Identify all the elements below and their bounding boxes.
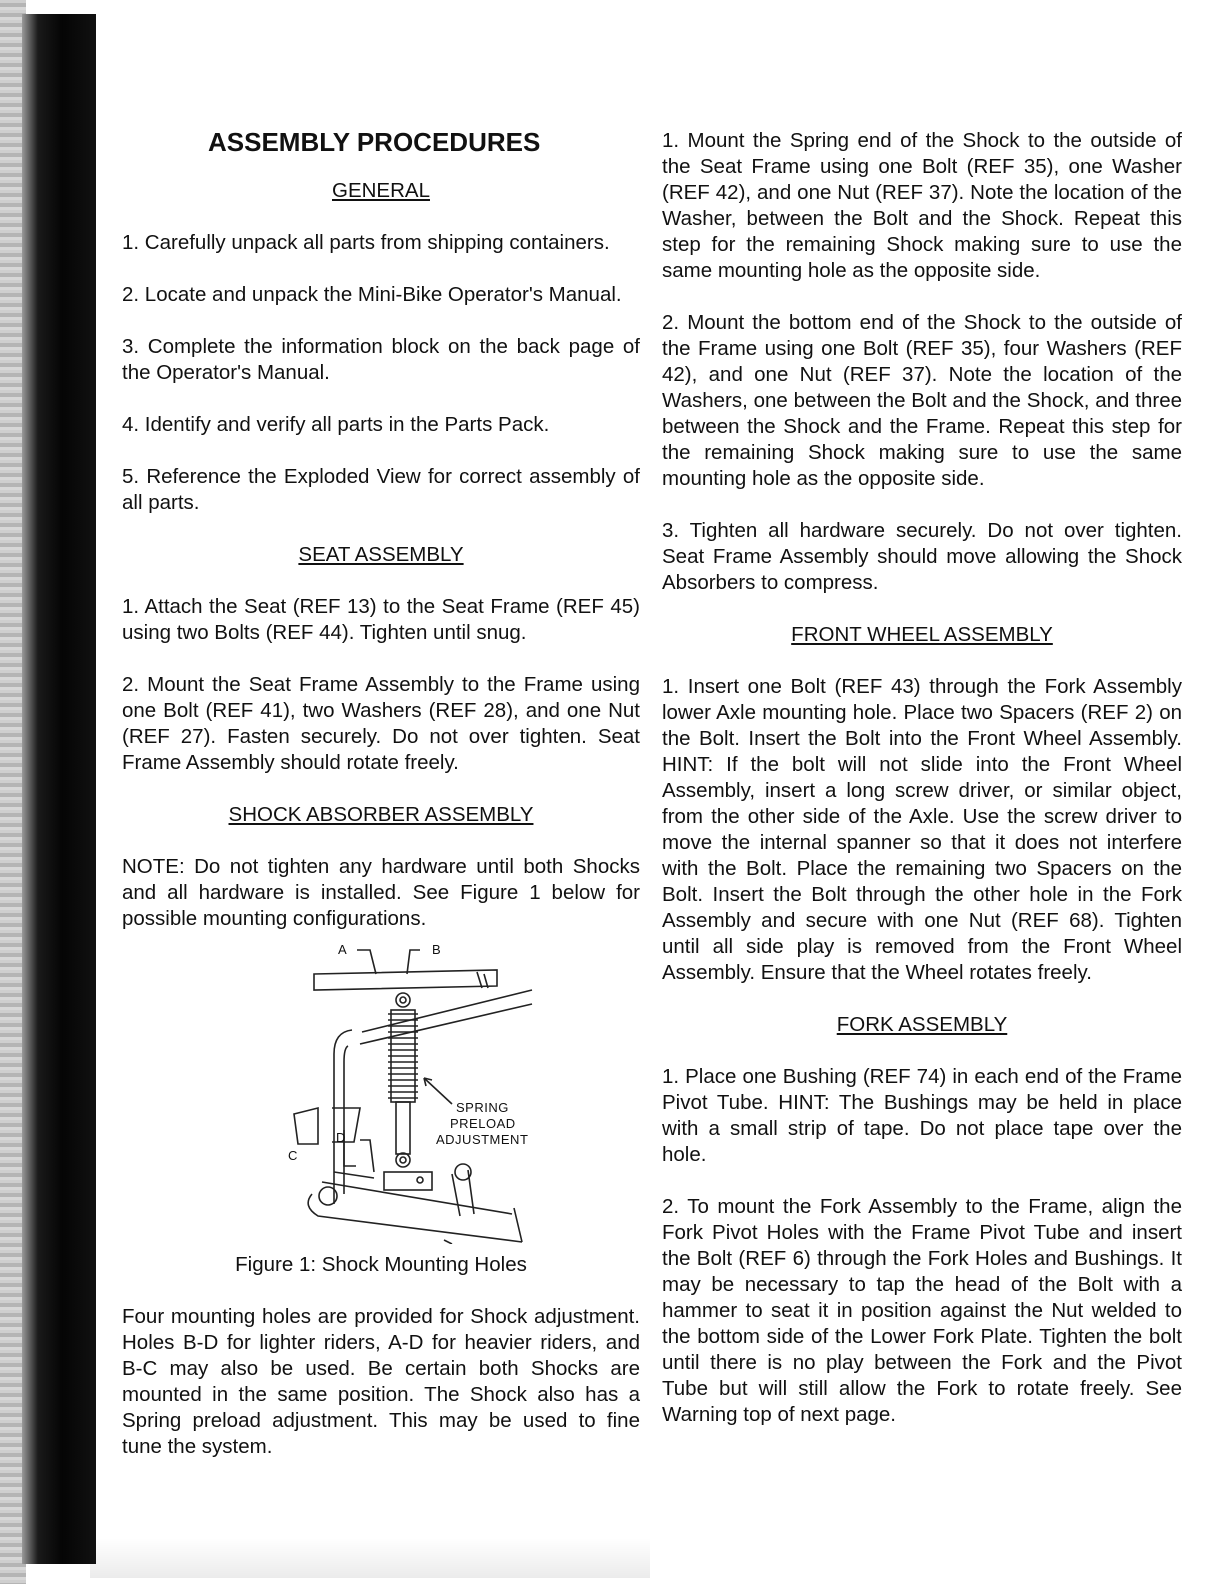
fork-heading: FORK ASSEMBLY (836, 1013, 1008, 1036)
figure-caption: Figure 1: Shock Mounting Holes (235, 1253, 527, 1276)
seat-item: 1. Attach the Seat (REF 13) to the Seat Frame (REF 45) using two Bolts (REF 44). Tighten until snug. (122, 595, 640, 644)
general-item: 3. Complete the information block on the back page of the Operator's Manual. (122, 335, 640, 384)
right-column (662, 128, 1182, 1454)
general-item: 5. Reference the Exploded View for correct assembly of all parts. (122, 465, 640, 514)
general-item: 4. Identify and verify all parts in the Parts Pack. (122, 413, 550, 436)
figure-label-b: B (432, 942, 442, 957)
binding-shadow (22, 14, 96, 1564)
shock-closing-text: Four mounting holes are provided for Shock adjustment. Holes B-D for lighter riders, A-D for heavier riders, and B-C may also be used. Be certain both Shocks are mounted in the same position. The Shock also has a Spring preload adjustment. This may be used to fine tune the system. (122, 1305, 640, 1458)
scan-shadow (90, 1538, 650, 1578)
shock-note: NOTE: Do not tighten any hardware until both Shocks and all hardware is installed. See Figure 1 below for possible mounting configurations. (122, 855, 640, 930)
shock-diagram (122, 944, 640, 1244)
general-heading: GENERAL (332, 179, 430, 202)
shock-heading: SHOCK ABSORBER ASSEMBLY (228, 803, 534, 826)
figure-label-a: A (338, 942, 348, 957)
figure-callout-adjustment: ADJUSTMENT (436, 1132, 529, 1147)
shock-figure (122, 944, 640, 1244)
general-item: 2. Locate and unpack the Mini-Bike Operator's Manual. (122, 283, 622, 306)
figure-callout-preload: PRELOAD (450, 1116, 516, 1131)
fork-step: 2. To mount the Fork Assembly to the Frame, align the Fork Pivot Holes with the Frame Pivot Tube and insert the Bolt (REF 6) through the Fork Holes and Bushings. It may be necessary to tap the head of the Bolt with a hammer to seat it in position against the Nut welded to the bottom side of the Lower Fork Plate. Tighten the bolt until there is no play between the Fork and the Pivot Tube but will still allow the Fork to rotate freely. See Warning top of next page. (662, 1195, 1182, 1426)
figure-label-d: D (336, 1130, 346, 1145)
figure-callout-spring: SPRING (456, 1100, 509, 1115)
shock-step: 2. Mount the bottom end of the Shock to the outside of the Frame using one Bolt (REF 35), four Washers (REF 42), and one Nut (REF 37). Note the location of the Washers, one between the Bolt and the Shock, and three between the Shock and the Frame. Repeat this step for the remaining Shock making sure to use the same mounting hole as the opposite side. (662, 311, 1182, 490)
seat-heading: SEAT ASSEMBLY (298, 543, 464, 566)
page-title: ASSEMBLY PROCEDURES (208, 127, 541, 157)
shock-step: 1. Mount the Spring end of the Shock to the outside of the Seat Frame using one Bolt (REF 35), one Washer (REF 42), and one Nut (REF 37). Note the location of the Washer, between the Bolt and the Shock. Repeat this step for the remaining Shock making sure to use the same mounting hole as the opposite side. (662, 129, 1182, 282)
front-wheel-heading: FRONT WHEEL ASSEMBLY (791, 623, 1053, 646)
shock-step: 3. Tighten all hardware securely. Do not over tighten. Seat Frame Assembly should move allowing the Shock Absorbers to compress. (662, 519, 1182, 594)
general-item: 1. Carefully unpack all parts from shipping containers. (122, 231, 610, 254)
figure-label-c: C (288, 1148, 298, 1163)
fork-step: 1. Place one Bushing (REF 74) in each end of the Frame Pivot Tube. HINT: The Bushings may be held in place with a small strip of tape. Do not place tape over the hole. (662, 1065, 1182, 1166)
seat-item: 2. Mount the Seat Frame Assembly to the Frame using one Bolt (REF 41), two Washers (REF 28), and one Nut (REF 27). Fasten securely. Do not over tighten. Seat Frame Assembly should rotate freely. (122, 673, 640, 774)
front-wheel-step: 1. Insert one Bolt (REF 43) through the Fork Assembly lower Axle mounting hole. Place two Spacers (REF 2) on the Bolt. Insert the Bolt into the Front Wheel Assembly. HINT: If the bolt will not slide into the Front Wheel Assembly, insert a long screw driver, or similar object, from the other side of the Axle. Use the screw driver to move the internal spanner so that it does not interfere with the Bolt. Place the remaining two Spacers on the Bolt. Insert the Bolt through the other hole in the Fork Assembly and secure with one Nut (REF 68). Tighten until all side play is removed from the Front Wheel Assembly. Ensure that the Wheel rotates freely. (662, 675, 1182, 984)
left-column (122, 126, 640, 1486)
